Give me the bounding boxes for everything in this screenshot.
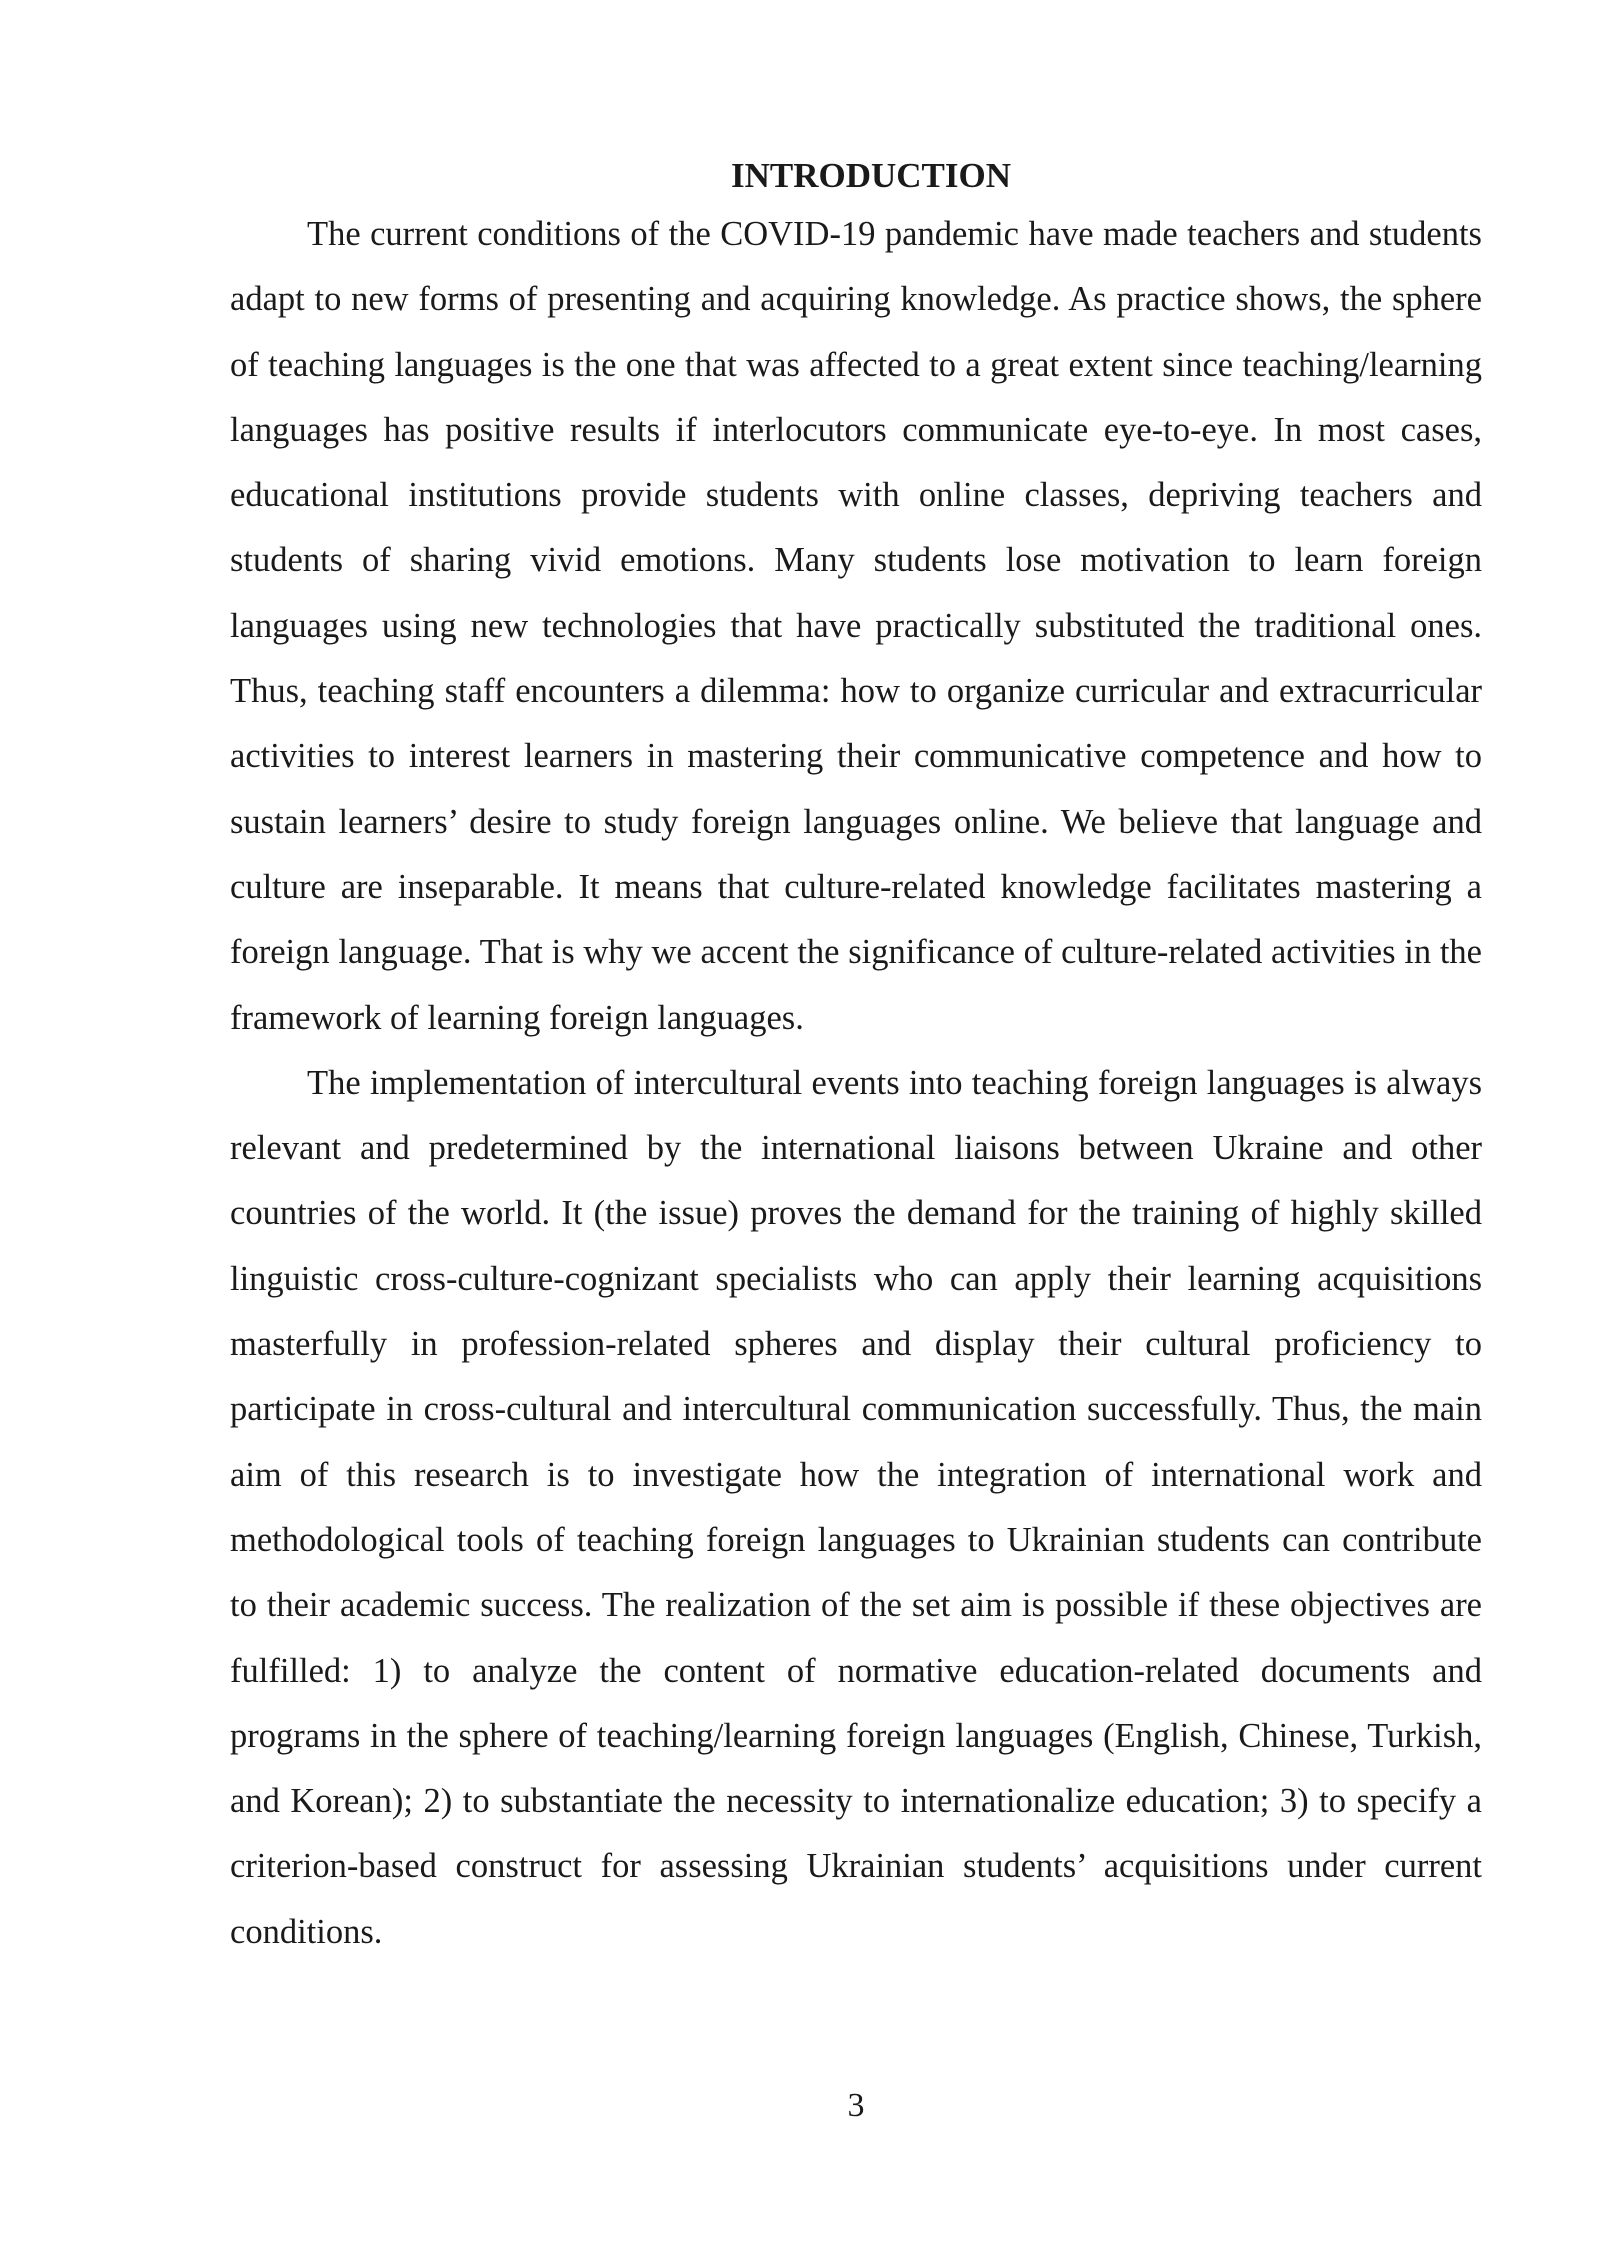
page-number: 3 xyxy=(847,2087,865,2124)
paragraph-2: The implementation of intercultural events into teaching foreign languages is always relevant and predetermined by the international liaisons between Ukraine and other countries of the world. It (the issue) proves the demand for the training of highly skilled linguistic cross-culture-cognizant specialists who can apply their learning acquisitions masterfully in profession-related spheres and display their cultural proficiency to participate in cross-cultural and intercultural communication successfully. Thus, the main aim of this research is to investigate how the integration of international work and methodological tools of teaching foreign languages to Ukrainian students can contribute to their academic success. The realization of the set aim is possible if these objectives are fulfilled: 1) to analyze the content of normative education-related documents and programs in the sphere of teaching/learning foreign languages (English, Chinese, Turkish, and Korean); 2) to substantiate the necessity to internationalize education; 3) to specify a criterion-based construct for assessing Ukrainian students’ acquisitions under current conditions. xyxy=(230,1063,1482,1951)
page-content xyxy=(230,150,1482,1965)
section-heading: INTRODUCTION xyxy=(730,156,1012,195)
paragraph-1: The current conditions of the COVID-19 pandemic have made teachers and students adapt to new forms of presenting and acquiring knowledge. As practice shows, the sphere of teaching languages is the one that was affected to a great extent since teaching/learning languages has positive results if interlocutors communicate eye-to-eye. In most cases, educational institutions provide students with online classes, depriving teachers and students of sharing vivid emotions. Many students lose motivation to learn foreign languages using new technologies that have practically substituted the traditional ones. Thus, teaching staff encounters a dilemma: how to organize curricular and extracurricular activities to interest learners in mastering their communicative competence and how to sustain learners’ desire to study foreign languages online. We believe that language and culture are inseparable. It means that culture-related knowledge facilitates mastering a foreign language. That is why we accent the significance of culture-related activities in the framework of learning foreign languages. xyxy=(230,215,1482,1037)
